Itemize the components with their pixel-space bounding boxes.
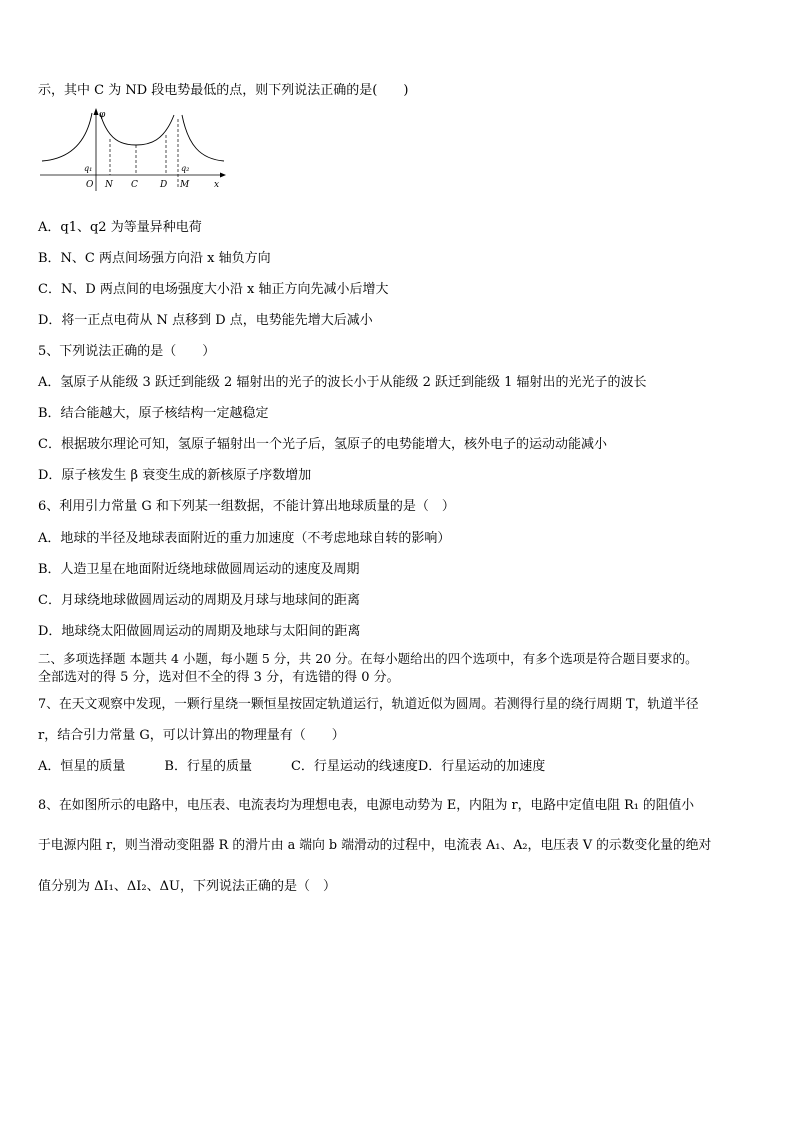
label-c: C	[131, 180, 138, 190]
q4-option-a: A．q1、q2 为等量异种电荷	[38, 220, 202, 235]
q5-option-d: D．原子核发生 β 衰变生成的新核原子序数增加	[38, 468, 312, 483]
label-m: M	[180, 180, 190, 190]
curve-right-branch	[182, 115, 224, 161]
label-d: D	[160, 180, 168, 190]
q6-option-c: C．月球绕地球做圆周运动的周期及月球与地球间的距离	[38, 593, 360, 608]
question-4-stem: 示，其中 C 为 ND 段电势最低的点，则下列说法正确的是( )	[38, 83, 409, 98]
y-axis-arrow	[94, 108, 99, 115]
question-7-stem-2: r，结合引力常量 G，可以计算出的物理量有（ ）	[38, 728, 345, 743]
q4-option-b: B．N、C 两点间场强方向沿 x 轴负方向	[38, 251, 271, 266]
question-8-stem-3: 值分别为 ΔI₁、ΔI₂、ΔU，下列说法正确的是（ ）	[38, 879, 336, 894]
q5-option-a: A．氢原子从能级 3 跃迁到能级 2 辐射出的光子的波长小于从能级 2 跃迁到能级 1 辐射出的光光子的波长	[38, 375, 647, 390]
label-o: O	[86, 180, 94, 190]
question-6-stem: 6、利用引力常量 G 和下列某一组数据，不能计算出地球质量的是（ ）	[38, 499, 455, 514]
label-q2: q₂	[181, 164, 190, 173]
curve-left-branch	[42, 113, 92, 161]
q6-option-d: D．地球绕太阳做圆周运动的周期及地球与太阳间的距离	[38, 624, 361, 639]
question-7-stem-1: 7、在天文观察中发现，一颗行星绕一颗恒星按固定轨道运行，轨道近似为圆周。若测得行星的绕行周期 T，轨道半径	[38, 697, 699, 712]
potential-graph	[38, 105, 228, 193]
q7-options: A．恒星的质量 B．行星的质量 C．行星运动的线速度D．行星运动的加速度	[38, 759, 546, 774]
question-5-stem: 5、下列说法正确的是（ ）	[38, 344, 216, 359]
question-8-stem-1: 8、在如图所示的电路中，电压表、电流表均为理想电表，电源电动势为 E，内阻为 r，电路中定值电阻 R₁ 的阻值小	[38, 798, 695, 813]
q5-option-b: B．结合能越大，原子核结构一定越稳定	[38, 406, 269, 421]
section-2-heading: 二、多项选择题 本题共 4 小题，每小题 5 分，共 20 分。在每小题给出的四个选项中，有多个选项是符合题目要求的。	[38, 651, 698, 666]
label-n: N	[105, 180, 113, 190]
q6-option-b: B．人造卫星在地面附近绕地球做圆周运动的速度及周期	[38, 562, 360, 577]
x-axis-arrow	[220, 173, 226, 178]
q6-option-a: A．地球的半径及地球表面附近的重力加速度（不考虑地球自转的影响）	[38, 531, 451, 546]
question-8-stem-2: 于电源内阻 r，则当滑动变阻器 R 的滑片由 a 端向 b 端滑动的过程中，电流表 A₁、A₂，电压表 V 的示数变化量的绝对	[38, 838, 712, 853]
curve-middle	[100, 113, 174, 145]
q4-option-d: D．将一正点电荷从 N 点移到 D 点，电势能先增大后减小	[38, 313, 373, 328]
q5-option-c: C．根据玻尔理论可知，氢原子辐射出一个光子后，氢原子的电势能增大，核外电子的运动动能减小	[38, 437, 607, 452]
y-axis-label: φ	[99, 110, 106, 120]
section-2-scoring: 全部选对的得 5 分，选对但不全的得 3 分，有选错的得 0 分。	[38, 670, 400, 685]
label-q1: q₁	[84, 164, 93, 173]
q4-option-c: C．N、D 两点间的电场强度大小沿 x 轴正方向先减小后增大	[38, 282, 389, 297]
x-axis-label: x	[214, 180, 220, 190]
